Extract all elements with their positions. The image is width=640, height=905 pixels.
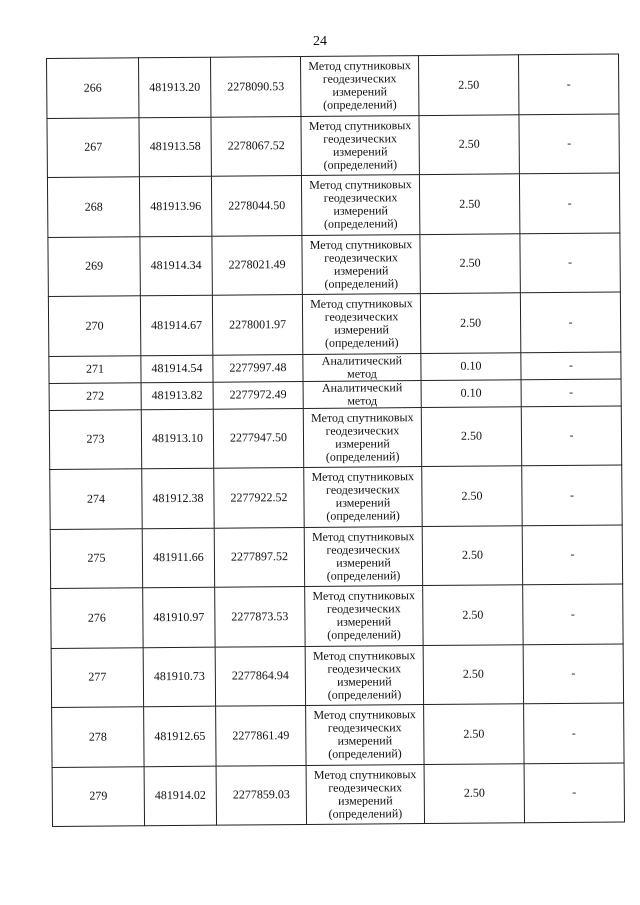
y-coordinate-cell: 2278044.50 [211, 175, 301, 235]
table-row [48, 292, 620, 356]
accuracy-cell: 2.50 [421, 406, 521, 466]
y-coordinate-cell: 2277997.48 [213, 354, 303, 382]
y-coordinate-cell: 2278021.49 [212, 235, 302, 295]
point-number-cell: 278 [52, 707, 144, 767]
accuracy-cell: 0.10 [421, 352, 521, 380]
y-coordinate-cell: 2278067.52 [211, 116, 301, 176]
method-cell: Метод спутниковых геодезических измерений (определений) [304, 526, 422, 586]
point-number-cell: 267 [47, 117, 139, 177]
table-row [51, 643, 623, 707]
x-coordinate-cell: 481912.38 [142, 468, 214, 528]
y-coordinate-cell: 2277897.52 [214, 527, 304, 587]
x-coordinate-cell: 481911.66 [142, 528, 214, 588]
accuracy-cell: 2.50 [422, 525, 522, 585]
method-cell: Метод спутниковых геодезических измерений (определений) [302, 234, 420, 294]
point-number-cell: 279 [52, 766, 144, 826]
point-number-cell: 268 [47, 177, 139, 237]
x-coordinate-cell: 481912.65 [144, 706, 216, 766]
note-cell: - [521, 405, 621, 465]
page-number: 24 [313, 34, 327, 49]
note-cell: - [520, 232, 620, 292]
note-cell: - [521, 351, 621, 379]
y-coordinate-cell: 2277922.52 [214, 467, 304, 527]
y-coordinate-cell: 2278001.97 [212, 294, 302, 354]
x-coordinate-cell: 481913.96 [139, 176, 211, 236]
point-number-cell: 275 [50, 528, 142, 588]
coordinates-table-body [47, 54, 625, 826]
accuracy-cell: 2.50 [419, 174, 519, 234]
y-coordinate-cell: 2277873.53 [215, 586, 305, 646]
note-cell: - [520, 292, 620, 352]
point-number-cell: 277 [51, 647, 143, 707]
method-cell: Метод спутниковых геодезических измерений (определений) [301, 115, 419, 175]
note-cell: - [524, 703, 624, 763]
note-cell: - [519, 114, 619, 174]
note-cell: - [518, 54, 618, 114]
table-row [52, 703, 624, 767]
x-coordinate-cell: 481914.54 [141, 355, 213, 383]
note-cell: - [524, 762, 624, 822]
x-coordinate-cell: 481914.67 [140, 295, 212, 355]
x-coordinate-cell: 481910.97 [143, 587, 215, 647]
y-coordinate-cell: 2277859.03 [216, 765, 306, 825]
accuracy-cell: 2.50 [420, 293, 520, 353]
accuracy-cell: 2.50 [419, 114, 519, 174]
accuracy-cell: 2.50 [423, 644, 523, 704]
coordinates-table [46, 53, 625, 826]
y-coordinate-cell: 2277972.49 [213, 381, 303, 409]
method-cell: Метод спутниковых геодезических измерений (определений) [306, 705, 424, 765]
point-number-cell: 273 [49, 409, 141, 469]
accuracy-cell: 0.10 [421, 379, 521, 407]
method-cell: Метод спутниковых геодезических измерений (определений) [302, 294, 420, 354]
x-coordinate-cell: 481913.58 [139, 117, 211, 177]
method-cell: Метод спутниковых геодезических измерений (определений) [301, 175, 419, 235]
table-row [51, 584, 623, 648]
method-cell: Метод спутниковых геодезических измерений (определений) [300, 56, 418, 116]
point-number-cell: 276 [51, 588, 143, 648]
method-cell: Метод спутниковых геодезических измерений (определений) [304, 467, 422, 527]
accuracy-cell: 2.50 [424, 763, 524, 823]
point-number-cell: 270 [48, 296, 140, 356]
y-coordinate-cell: 2277861.49 [216, 705, 306, 765]
note-cell: - [523, 584, 623, 644]
table-row [47, 54, 619, 118]
point-number-cell: 271 [49, 355, 141, 383]
point-number-cell: 269 [48, 236, 140, 296]
y-coordinate-cell: 2277947.50 [213, 408, 303, 468]
table-row [52, 762, 624, 826]
x-coordinate-cell: 481914.02 [144, 766, 216, 826]
table-row [50, 524, 622, 588]
accuracy-cell: 2.50 [422, 466, 522, 526]
table-row [48, 232, 620, 296]
table-row [47, 173, 619, 237]
y-coordinate-cell: 2278090.53 [210, 57, 300, 117]
note-cell: - [522, 465, 622, 525]
note-cell: - [521, 378, 621, 406]
y-coordinate-cell: 2277864.94 [215, 646, 305, 706]
x-coordinate-cell: 481913.82 [141, 382, 213, 410]
table-row [49, 405, 621, 469]
accuracy-cell: 2.50 [424, 704, 524, 764]
accuracy-cell: 2.50 [420, 233, 520, 293]
note-cell: - [519, 173, 619, 233]
method-cell: Аналитический метод [303, 380, 421, 408]
method-cell: Метод спутниковых геодезических измерений (определений) [305, 586, 423, 646]
x-coordinate-cell: 481913.10 [141, 409, 213, 469]
point-number-cell: 272 [49, 382, 141, 410]
x-coordinate-cell: 481913.20 [139, 57, 211, 117]
method-cell: Аналитический метод [303, 353, 421, 381]
accuracy-cell: 2.50 [418, 55, 518, 115]
note-cell: - [522, 524, 622, 584]
table-row [50, 465, 622, 529]
x-coordinate-cell: 481910.73 [143, 647, 215, 707]
method-cell: Метод спутниковых геодезических измерений (определений) [306, 764, 424, 824]
point-number-cell: 274 [50, 469, 142, 529]
note-cell: - [523, 643, 623, 703]
accuracy-cell: 2.50 [423, 585, 523, 645]
point-number-cell: 266 [47, 58, 139, 118]
method-cell: Метод спутниковых геодезических измерений (определений) [303, 407, 421, 467]
x-coordinate-cell: 481914.34 [140, 236, 212, 296]
table-row [47, 114, 619, 178]
method-cell: Метод спутниковых геодезических измерений (определений) [305, 645, 423, 705]
